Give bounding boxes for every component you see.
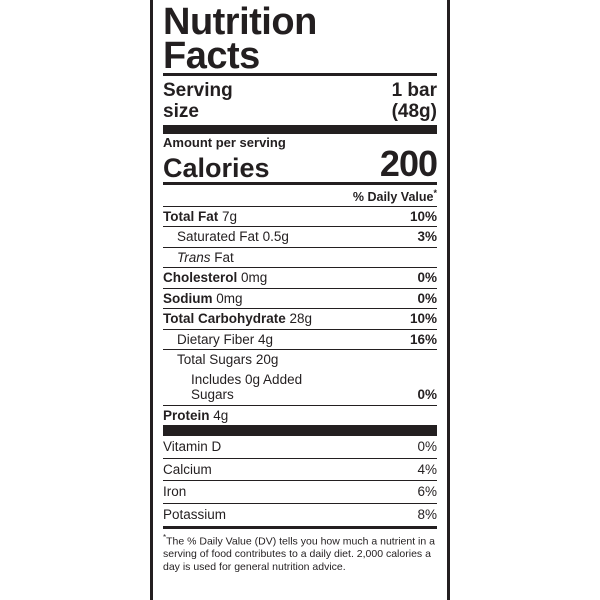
daily-value-header-mark: * [433,187,437,198]
nutrient-amount: 7g [222,208,238,224]
nutrient-pct: 0% [393,268,437,289]
label-title [163,1,437,78]
divider-under-serving [163,125,437,134]
nutrient-name-cell [163,370,393,406]
nutrient-name: Total Fat [163,208,219,224]
label-title-line1: Nutrition [163,1,317,43]
vitamin-name: Vitamin D [163,439,222,455]
nutrient-amount: Fat [214,249,234,265]
nutrient-amount: 20g [255,352,279,368]
nutrients-table [163,206,437,426]
nutrient-amount: 4g [213,407,229,423]
nutrient-name-cell [163,405,393,425]
nutrient-amount: 0mg [216,290,243,306]
footnote-mark: * [163,532,167,542]
table-row [163,370,437,406]
nutrient-name-cell [163,247,393,268]
table-row [163,227,437,248]
serving-size-label [163,80,233,123]
nutrient-pct: 16% [393,329,437,350]
nutrient-pct [393,350,437,370]
nutrient-name: Dietary Fiber [177,331,255,347]
daily-value-header [163,185,437,206]
nutrient-pct: 3% [393,227,437,248]
nutrient-name: Trans [177,249,211,265]
serving-size-value-line1: 1 bar [391,79,437,101]
nutrient-name-cell [163,268,393,289]
table-row [163,350,437,370]
table-row [163,268,437,289]
nutrient-name: Includes 0g Added [191,371,303,387]
serving-size-label-line1: Serving [163,79,233,101]
calories-value: 200 [379,143,437,185]
table-row [163,206,437,227]
vitamin-pct: 6% [393,481,437,504]
vitamin-name: Potassium [163,503,393,525]
nutrient-name-cell [163,206,393,227]
nutrient-pct [393,247,437,268]
nutrient-name-cell [163,329,393,350]
table-row [163,288,437,309]
vitamin-pct: 8% [393,503,437,525]
nutrient-name: Saturated Fat [177,229,259,245]
nutrient-amount: 0mg [241,270,268,286]
nutrient-amount: 28g [289,311,313,327]
nutrient-name: Sodium [163,290,213,306]
divider-under-protein [163,425,437,436]
label-title-line2: Facts [163,35,260,78]
calories-label: Calories [163,152,270,183]
amount-per-serving-label: Amount per serving [163,135,286,151]
nutrient-amount: 4g [258,331,274,347]
table-row [163,405,437,425]
table-row [163,458,437,481]
vitamin-name: Iron [163,481,393,504]
table-row [163,329,437,350]
vitamin-pct: 0% [417,439,437,455]
nutrient-name: Total Carbohydrate [163,311,286,327]
daily-value-header-text: % Daily Value [352,189,434,204]
nutrient-amount: 0.5g [262,229,289,245]
nutrient-pct: 10% [393,309,437,330]
footnote-text: The % Daily Value (DV) tells you how much a nutrient in a serving of food contributes to a daily diet. 2,000 calories a day is used for general nutrition advice. [163,535,435,573]
table-row [163,247,437,268]
nutrient-name-cell [163,309,393,330]
serving-size-value-line2: (48g) [391,100,437,122]
nutrient-name: Protein [163,407,210,423]
nutrition-facts-label [150,0,450,600]
nutrient-pct: 0% [393,288,437,309]
serving-size-row [163,80,437,123]
nutrient-name: Total Sugars [177,352,253,368]
nutrient-pct [393,405,437,425]
nutrient-name-cell [163,227,393,248]
nutrient-name: Cholesterol [163,270,238,286]
nutrient-amount: Sugars [191,387,234,403]
nutrient-name-cell [163,350,393,370]
vitamin-name: Calcium [163,458,393,481]
vitamins-table [163,436,437,525]
table-row [163,503,437,525]
vitamin-pct: 4% [393,458,437,481]
table-row [163,309,437,330]
footnote [163,529,437,574]
nutrient-pct: 10% [393,206,437,227]
serving-size-value [392,80,437,123]
table-row [163,436,437,458]
table-row [163,481,437,504]
serving-size-label-line2: size [163,100,199,122]
nutrient-pct: 0% [417,387,437,403]
nutrient-name-cell [163,288,393,309]
